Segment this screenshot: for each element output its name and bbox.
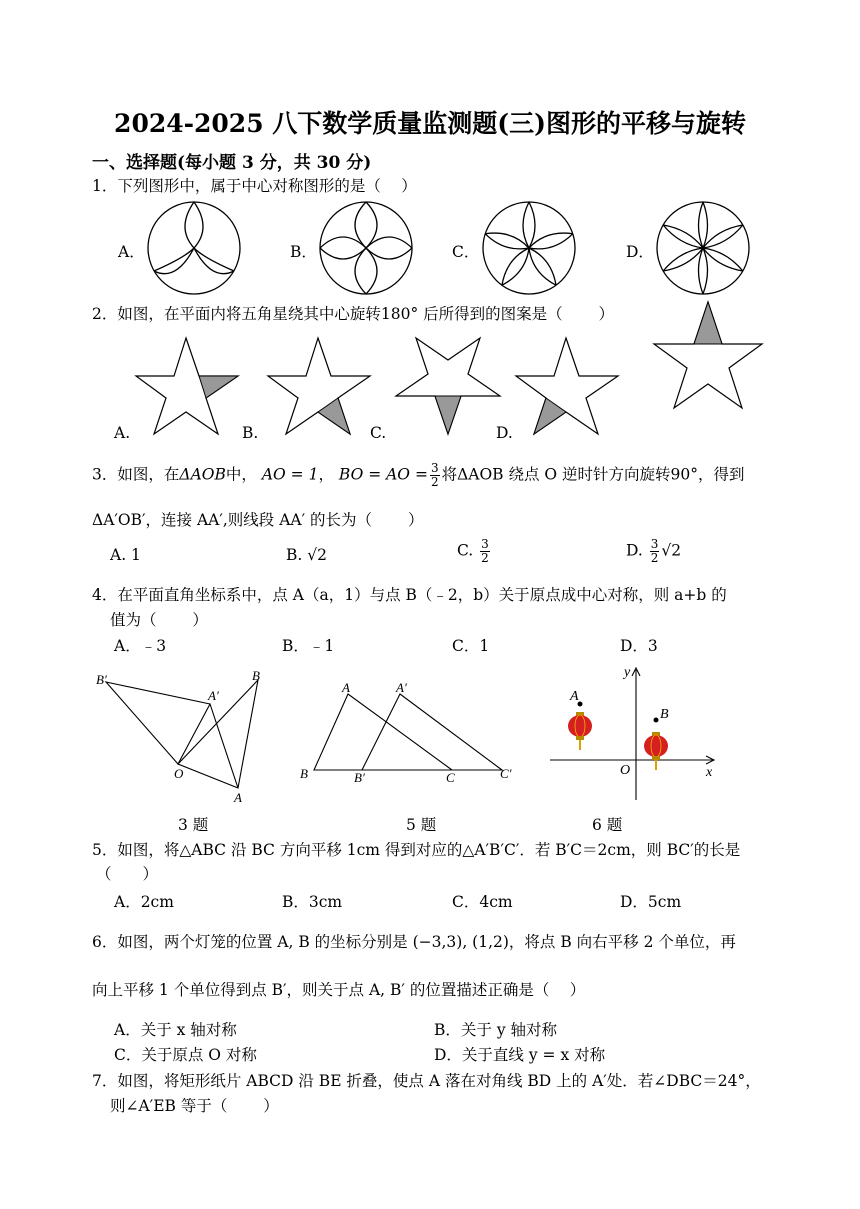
lantern-icon bbox=[644, 732, 668, 770]
q1-figure-c bbox=[481, 200, 577, 296]
fig5-label-a-prime: A′ bbox=[396, 680, 407, 695]
fig5-label-a: A bbox=[342, 680, 350, 695]
q6-option-b: B．关于 y 轴对称 bbox=[434, 1021, 558, 1039]
q2-option-a-label: A. bbox=[114, 424, 131, 442]
q4-option-d: D．3 bbox=[620, 637, 658, 655]
q2-option-b-label: B. bbox=[242, 424, 259, 442]
figure-6-caption: 6 题 bbox=[592, 816, 623, 834]
q1-option-b-label: B． bbox=[290, 243, 317, 261]
q1-option-a-label: A． bbox=[118, 243, 145, 261]
question-3-line2: ΔA′OB′，连接 AA′,则线段 AA′ 的长为（ ） bbox=[92, 511, 424, 529]
page-title: 2024-2025 八下数学质量监测题(三)图形的平移与旋转 bbox=[114, 109, 746, 138]
fig6-label-x: x bbox=[706, 765, 713, 780]
q2-figure-d bbox=[514, 336, 620, 436]
q2-original-star bbox=[654, 300, 764, 410]
fig6-label-y: y bbox=[624, 665, 631, 680]
question-1-stem: 1．下列图形中，属于中心对称图形的是（ ） bbox=[92, 177, 417, 195]
q1-figure-d bbox=[655, 200, 751, 296]
q3-option-b: B. √2 bbox=[286, 546, 328, 564]
q2-option-c-label: C. bbox=[370, 424, 387, 442]
q3-option-a: A. 1 bbox=[110, 546, 141, 564]
q3-option-d: D. $\frac{3}{2}$ √2 bbox=[626, 537, 682, 565]
q2-figure-c bbox=[396, 336, 502, 436]
question-4-line2: 值为（ ） bbox=[110, 611, 208, 629]
q5-option-b: B．3cm bbox=[282, 893, 343, 911]
figure-6-diagram bbox=[546, 664, 726, 804]
section-heading: 一、选择题(每小题 3 分，共 30 分) bbox=[92, 153, 372, 173]
question-7-line2: 则∠A′EB 等于（ ） bbox=[110, 1097, 279, 1115]
q2-option-d-label: D. bbox=[496, 424, 513, 442]
fig5-label-c-prime: C′ bbox=[500, 766, 512, 781]
fig3-label-b: B bbox=[252, 668, 260, 683]
fig3-label-a: A bbox=[234, 790, 242, 805]
question-6-line2: 向上平移 1 个单位得到点 B′，则关于点 A, B′ 的位置描述正确是（ ） bbox=[92, 981, 586, 999]
fig3-label-a-prime: A′ bbox=[208, 688, 219, 703]
q4-option-b: B．﹣1 bbox=[282, 637, 335, 655]
fig3-label-b-prime: B′ bbox=[96, 672, 107, 687]
fig5-label-b-prime: B′ bbox=[354, 770, 365, 785]
q6-option-a: A．关于 x 轴对称 bbox=[114, 1021, 237, 1039]
figure-5-caption: 5 题 bbox=[406, 816, 437, 834]
q6-option-c: C．关于原点 O 对称 bbox=[114, 1046, 257, 1064]
fig3-label-o: O bbox=[174, 766, 184, 781]
fig6-label-o: O bbox=[620, 763, 631, 778]
q6-option-d: D．关于直线 y = x 对称 bbox=[434, 1046, 606, 1064]
question-3-line1: 3．如图，在ΔAOB中， AO = 1， BO = AO = $\frac{3}{2}$ 将ΔAOB 绕点 O 逆时针方向旋转90°，得到 bbox=[92, 461, 745, 489]
q5-option-c: C．4cm bbox=[452, 893, 513, 911]
fig5-label-c: C bbox=[446, 770, 455, 785]
q1-option-c-label: C． bbox=[452, 243, 480, 261]
question-5-line2: （ ） bbox=[96, 865, 159, 883]
q4-option-c: C．1 bbox=[452, 637, 490, 655]
figure-3-caption: 3 题 bbox=[178, 816, 209, 834]
q4-option-a: A．﹣3 bbox=[114, 637, 167, 655]
q2-figure-a bbox=[134, 336, 240, 436]
question-4-line1: 4．在平面直角坐标系中，点 A（a，1）与点 B（﹣2，b）关于原点成中心对称，则 a+b 的 bbox=[92, 586, 727, 604]
q1-figure-b bbox=[318, 200, 414, 296]
fig6-label-a: A bbox=[570, 689, 579, 704]
q3-option-c: C. $\frac{3}{2}$ bbox=[457, 537, 489, 565]
figure-5-diagram bbox=[296, 680, 526, 790]
q2-figure-b bbox=[266, 336, 372, 436]
question-7-line1: 7．如图，将矩形纸片 ABCD 沿 BE 折叠，使点 A 落在对角线 BD 上的 A′处．若∠DBC＝24°， bbox=[92, 1072, 761, 1090]
q1-option-d-label: D． bbox=[626, 243, 654, 261]
fraction-three-halves: $\frac{3}{2}$ bbox=[430, 461, 439, 489]
fig5-label-b: B bbox=[300, 766, 308, 781]
question-6-line1: 6．如图，两个灯笼的位置 A, B 的坐标分别是 (−3,3), (1,2)，将点 B 向右平移 2 个单位，再 bbox=[92, 933, 736, 951]
q1-figure-a bbox=[146, 200, 242, 296]
fig6-label-b: B bbox=[660, 707, 669, 722]
question-5-line1: 5．如图，将△ABC 沿 BC 方向平移 1cm 得到对应的△A′B′C′．若 B′C＝2cm，则 BC′的长是 bbox=[92, 841, 741, 859]
q5-option-d: D．5cm bbox=[620, 893, 682, 911]
question-2-stem: 2．如图，在平面内将五角星绕其中心旋转180° 后所得到的图案是（ ） bbox=[92, 305, 615, 323]
q5-option-a: A．2cm bbox=[114, 893, 174, 911]
figure-3-diagram bbox=[92, 668, 272, 808]
lantern-icon bbox=[568, 712, 592, 750]
